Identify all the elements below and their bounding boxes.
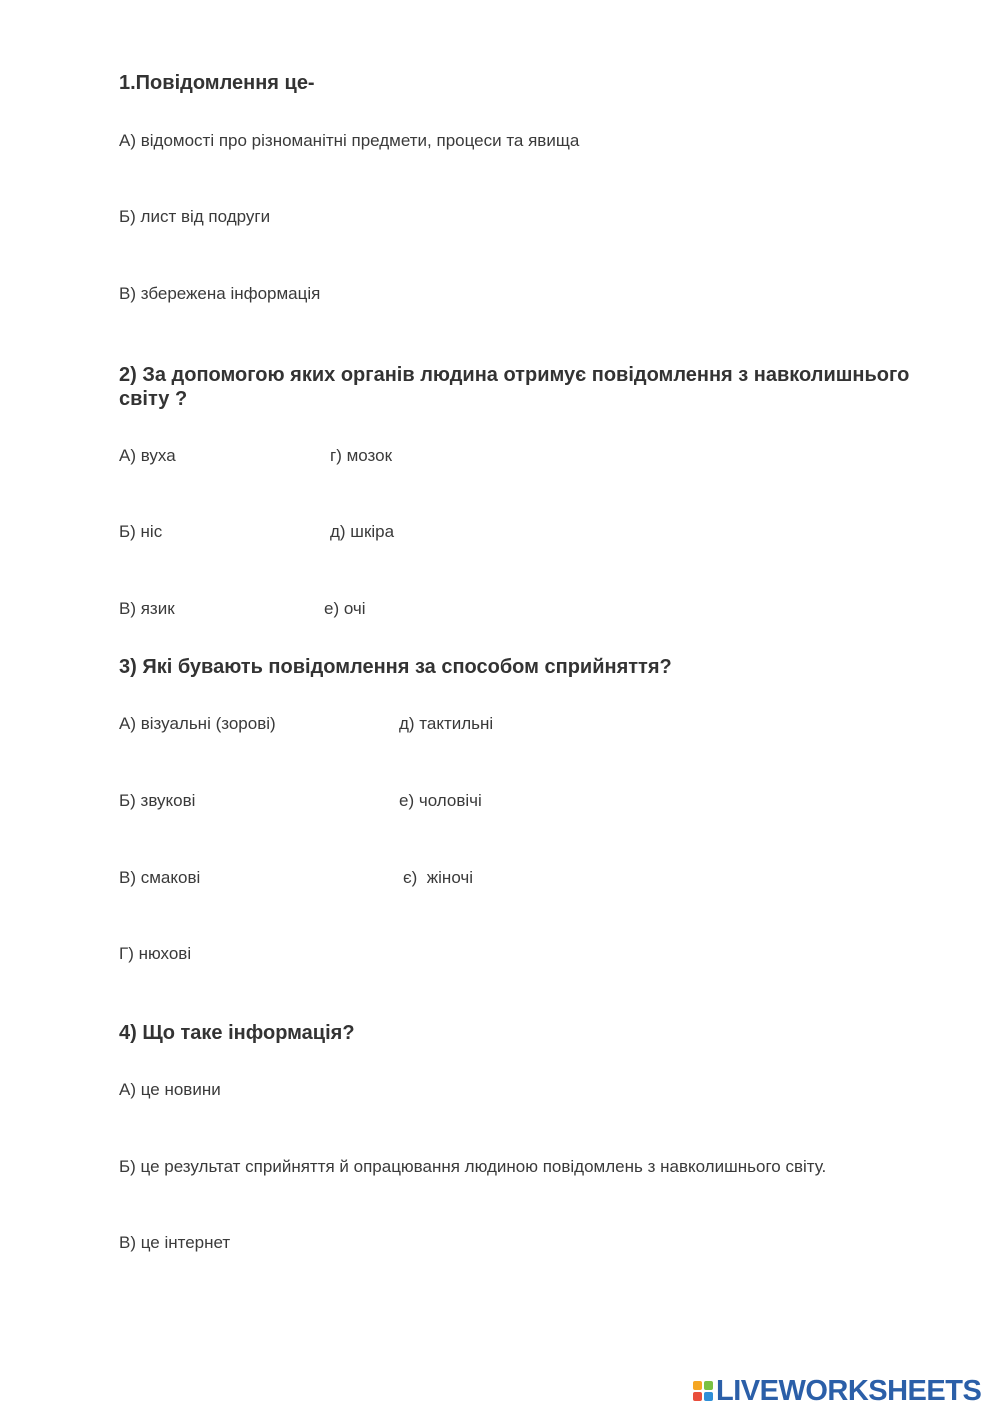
logo-square-i [704,1381,713,1390]
question-2-option-a: А) вуха [119,446,176,465]
question-3-option-ye: є) жіночі [403,868,474,887]
liveworksheets-logo-text: LIVEWORKSHEETS [716,1375,982,1407]
question-2-title-line-1: 2) За допомогою яких органів людина отримує повідомлення з навколишнього [119,364,910,386]
question-1-option-c: В) збережена інформація [119,284,321,303]
logo-square-l [693,1381,702,1390]
question-2-option-v: В) язик [119,599,175,618]
question-2-option-g: г) мозок [330,446,393,465]
question-4-option-b: Б) це результат сприйняття й опрацювання людиною повідомлень з навколишнього світу. [119,1157,827,1176]
question-1-title: 1.Повідомлення це- [119,72,315,94]
question-4-option-c: В) це інтернет [119,1233,231,1252]
question-3-title: 3) Які бувають повідомлення за способом сприйняття? [119,656,672,678]
question-2-title [119,363,949,411]
question-2-option-b: Б) ніс [119,522,163,541]
question-4-title: 4) Що таке інформація? [119,1022,355,1044]
question-3-option-b: Б) звукові [119,791,196,810]
question-4-option-a: А) це новини [119,1080,221,1099]
liveworksheets-logo [693,1376,981,1406]
question-1-option-a: А) відомості про різноманітні предмети, процеси та явища [119,131,580,150]
question-3-option-a: А) візуальні (зорові) [119,714,276,733]
question-2-option-d: д) шкіра [330,522,395,541]
question-3-option-e: е) чоловічі [399,791,482,810]
logo-square-e [704,1392,713,1401]
question-2-option-e: е) очі [324,599,366,618]
question-1-option-b: Б) лист від подруги [119,207,271,226]
question-3-option-v: В) смакові [119,868,201,887]
logo-square-v [693,1392,702,1401]
question-3-option-g: Г) нюхові [119,944,192,963]
question-2-title-line-2: світу ? [119,388,188,410]
liveworksheets-logo-icon [693,1381,713,1401]
question-3-option-d: д) тактильні [399,714,494,733]
